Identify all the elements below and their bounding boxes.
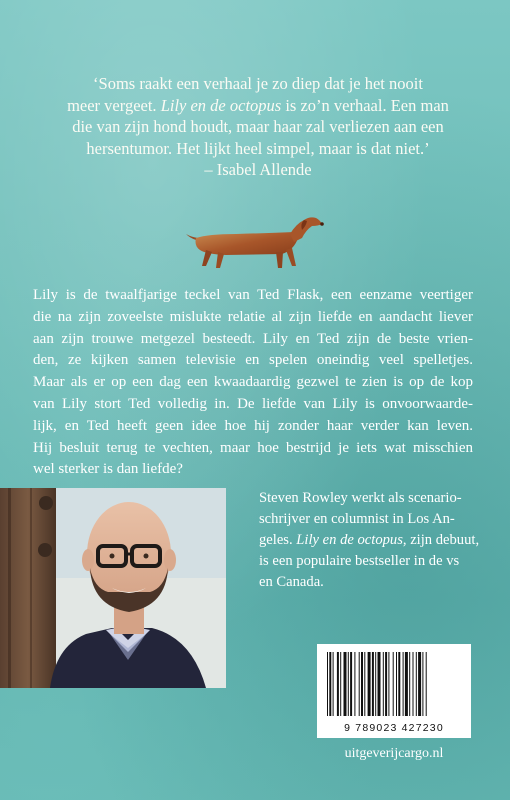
book-title-italic: Lily en de octopus	[296, 532, 403, 548]
barcode-bar	[327, 652, 328, 716]
blurb-line: wel sterker is dan liefde?	[33, 461, 183, 478]
book-title-italic: Lily en de octopus	[160, 95, 282, 115]
blurb-line: Hij besluit terug te vechten, maar hoe bestrijd je iets wat misschien	[33, 439, 473, 456]
author-bio	[259, 488, 480, 593]
barcode-bar	[416, 652, 417, 716]
barcode-bar	[403, 652, 404, 716]
barcode-bar	[333, 652, 334, 716]
isbn-barcode	[317, 644, 471, 738]
barcode-bar	[364, 652, 365, 716]
bio-line: is een populaire bestseller in de vs	[259, 553, 460, 569]
dachshund-illustration	[186, 214, 326, 272]
blurb-line: lijk, en Ted heeft geen idee hoe hij zonder haar verder kan leven.	[33, 417, 473, 434]
barcode-bar	[344, 652, 347, 716]
barcode-bar	[368, 652, 371, 716]
barcode-bar	[329, 652, 331, 716]
barcode-bar	[378, 652, 381, 716]
quote-line: meer vergeet. Lily en de octopus is zo’n verhaal. Een man	[67, 95, 449, 115]
barcode-bar	[340, 652, 341, 716]
blurb-line: van Lily stort Ted volledig in. De liefde van Lily is onvoorwaarde-	[33, 395, 473, 412]
barcode-bar	[337, 652, 339, 716]
barcode-bar	[409, 652, 410, 716]
barcode-bar	[396, 652, 397, 716]
barcode-bar	[361, 652, 363, 716]
barcode-bar	[422, 652, 423, 716]
barcode-bar	[375, 652, 376, 716]
book-blurb	[33, 285, 473, 481]
blurb-line: aan zijn trouwe metgezel besteedt. Lily en Ted zijn de beste vrien-	[33, 330, 473, 347]
barcode-bar	[413, 652, 414, 716]
barcode-bar	[372, 652, 374, 716]
bio-line: geles. Lily en de octopus, zijn debuut,	[259, 532, 480, 548]
barcode-bar	[348, 652, 349, 716]
barcode-bar	[388, 652, 389, 716]
bio-line: Steven Rowley werkt als scenario-	[259, 490, 462, 506]
quote-line: hersentumor. Het lijkt heel simpel, maar is dat niet.’	[86, 138, 430, 158]
author-portrait-illustration	[0, 488, 226, 688]
publisher-website: uitgeverijcargo.nl	[344, 746, 444, 761]
barcode-bar	[398, 652, 400, 716]
blurb-line: den, ze kijken samen televisie en spelen oneindig veel spelletjes.	[33, 352, 473, 369]
quote-attribution: – Isabel Allende	[204, 160, 312, 179]
barcode-bar	[350, 652, 352, 716]
quote-line: die van zijn hond houdt, maar haar zal verliezen aan een	[72, 117, 444, 136]
blurb-line: Maar als er op een dag een kwaadaardig gezwel te zien is op de kop	[33, 374, 473, 391]
endorsement-quote	[58, 73, 458, 181]
bio-line: en Canada.	[259, 574, 324, 590]
quote-line: ‘Soms raakt een verhaal je zo diep dat je het nooit	[93, 74, 423, 93]
barcode-bars	[317, 644, 471, 724]
barcode-bar	[393, 652, 394, 716]
barcode-bar	[426, 652, 427, 716]
blurb-line: Lily is de twaalfjarige teckel van Ted Flask, een eenzame veertiger	[33, 287, 473, 303]
bio-line: schrijver en columnist in Los An-	[259, 511, 455, 527]
barcode-bar	[405, 652, 408, 716]
barcode-bar	[418, 652, 421, 716]
barcode-bar	[359, 652, 360, 716]
barcode-bar	[385, 652, 387, 716]
blurb-line: die na zijn zoveelste mislukte relatie al zijn liefde en aandacht liever	[33, 308, 473, 325]
isbn-number: 9 789023 427230	[344, 722, 444, 734]
barcode-bar	[383, 652, 384, 716]
author-photo	[0, 488, 226, 688]
barcode-bar	[354, 652, 355, 716]
